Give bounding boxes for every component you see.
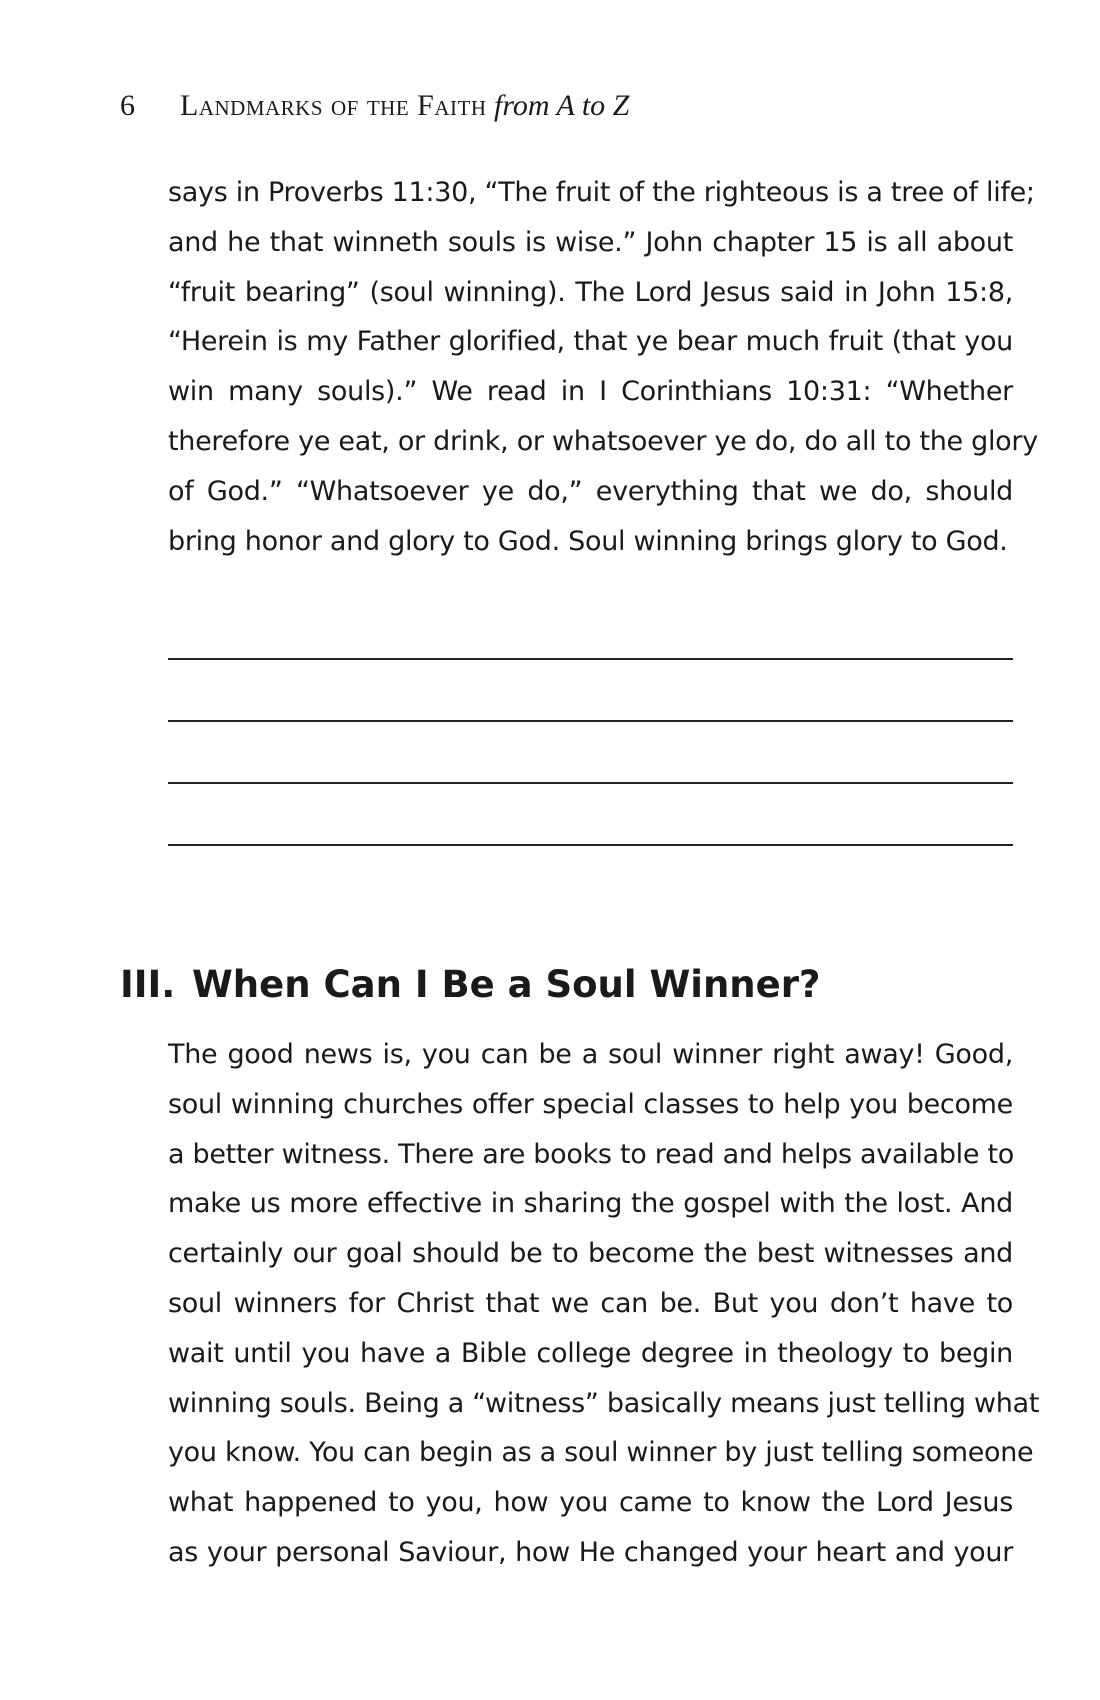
text-line: bring honor and glory to God. Soul winning brings glory to God.: [168, 525, 1008, 557]
book-title-subtitle: from A to Z: [494, 89, 630, 122]
text-line: you know. You can begin as a soul winner by just telling someone: [168, 1437, 1034, 1469]
text-line: of God.” “Whatsoever ye do,” everything that we do, should: [168, 475, 1013, 507]
text-line: “fruit bearing” (soul winning). The Lord Jesus said in John 15:8,: [168, 276, 1013, 308]
body-paragraph-continued: [168, 168, 1038, 566]
section-heading: [120, 960, 820, 1010]
text-line: says in Proverbs 11:30, “The fruit of the righteous is a tree of life;: [168, 177, 1035, 208]
text-line: make us more effective in sharing the gospel with the lost. And: [168, 1188, 1013, 1220]
text-line: The good news is, you can be a soul winner right away! Good,: [168, 1039, 1013, 1070]
text-line: soul winning churches offer special classes to help you become: [168, 1088, 1013, 1120]
blank-line: [168, 722, 1013, 784]
text-line: soul winners for Christ that we can be. But you don’t have to: [168, 1287, 1013, 1319]
text-line: and he that winneth souls is wise.” John chapter 15 is all about: [168, 226, 1013, 258]
page-number: 6: [120, 89, 135, 122]
text-line: winning souls. Being a “witness” basically means just telling what: [168, 1387, 1040, 1419]
text-line: win many souls).” We read in I Corinthians 10:31: “Whether: [168, 376, 1013, 408]
text-line: a better witness. There are books to read and helps available to: [168, 1138, 1014, 1170]
book-title: Landmarks of the Faith: [180, 89, 487, 122]
running-header: [120, 86, 629, 126]
blank-line: [168, 784, 1013, 846]
blank-answer-lines: [168, 598, 1013, 846]
text-line: as your personal Saviour, how He changed your heart and your: [168, 1536, 1013, 1568]
section-title: When Can I Be a Soul Winner?: [192, 963, 821, 1006]
section-body-paragraph: [168, 1030, 1040, 1578]
text-line: therefore ye eat, or drink, or whatsoever ye do, do all to the glory: [168, 425, 1038, 457]
text-line: “Herein is my Father glorified, that ye bear much fruit (that you: [168, 326, 1013, 358]
section-numeral: III.: [120, 963, 176, 1006]
text-line: what happened to you, how you came to know the Lord Jesus: [168, 1487, 1013, 1519]
text-line: wait until you have a Bible college degree in theology to begin: [168, 1337, 1013, 1369]
text-line: certainly our goal should be to become the best witnesses and: [168, 1238, 1013, 1270]
blank-line: [168, 598, 1013, 660]
blank-line: [168, 660, 1013, 722]
